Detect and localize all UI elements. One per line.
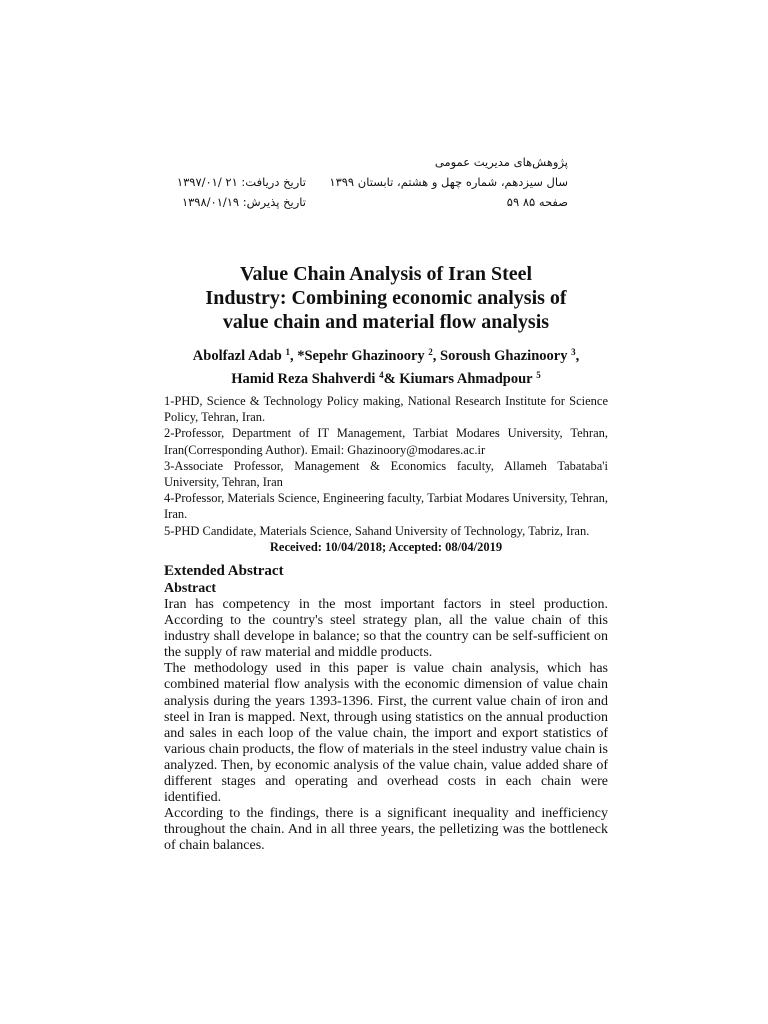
title-line: value chain and material flow analysis xyxy=(222,311,550,333)
author-name: & Kiumars Ahmadpour xyxy=(383,371,533,387)
affiliation-item: 4-Professor, Materials Science, Engineering faculty, Tarbiat Modares University, Tehran, Iran. xyxy=(164,491,608,522)
persian-dates-block xyxy=(176,172,306,212)
affiliation-item: 3-Associate Professor, Management & Economics faculty, Allameh Tabataba'i University, Tehran, Iran xyxy=(164,458,608,490)
author-list xyxy=(164,343,608,389)
extended-abstract xyxy=(164,562,608,855)
author-affil-marker: 4 xyxy=(379,370,384,380)
author-affil-marker: 5 xyxy=(536,370,541,380)
journal-info-persian xyxy=(329,152,568,212)
journal-issue: سال سیزدهم، شماره چهل و هشتم، تابستان ۱۳۹۹ xyxy=(329,175,568,189)
journal-name: پژوهش‌های مدیریت عمومی xyxy=(434,155,568,169)
paper-title xyxy=(164,262,608,334)
authors-line-2 xyxy=(164,366,608,389)
author-name: Abolfazl Adab xyxy=(192,348,282,364)
authors-line-1 xyxy=(164,343,608,366)
author-affil-marker: 3 xyxy=(571,347,576,357)
author-affil-marker: 1 xyxy=(285,347,290,357)
author-name: , *Sepehr Ghazinoory xyxy=(289,348,425,364)
abstract-paragraph: According to the findings, there is a significant inequality and inefficiency throughout the chain. And in all three years, the pelletizing was the bottleneck of chain balances. xyxy=(164,806,608,854)
journal-pages: صفحه ۸۵ ۵۹ xyxy=(506,195,568,209)
affiliations xyxy=(164,393,608,555)
title-line: Industry: Combining economic analysis of xyxy=(205,287,567,309)
abstract-heading: Abstract xyxy=(164,581,217,596)
author-affil-marker: 2 xyxy=(428,347,433,357)
abstract-paragraph: Iran has competency in the most important factors in steel production. According to the country's steel strategy plan, all the value chain of this industry shall develope in balance; so that the country can be self-sufficient on the supply of raw material and middle products. xyxy=(164,597,608,661)
abstract-paragraph: The methodology used in this paper is value chain analysis, which has combined material flow analysis with the economic dimension of value chain analysis during the years 1393-1396. First, the current value chain of iron and steel in Iran is mapped. Next, through using statistics on the annual production and sales in each loop of the value chain, the import and export statistics of various chain products, the flow of materials in the steel industry value chain is analyzed. Then, by economic analysis of the value chain, value added share of different stages and operating and overhead costs in each chain were identified. xyxy=(164,661,608,806)
accepted-date-persian: تاریخ پذیرش: ۱۳۹۸/۰۱/۱۹ xyxy=(181,195,306,209)
received-accepted-dates: Received: 10/04/2018; Accepted: 08/04/2019 xyxy=(269,539,503,554)
affiliation-item: 5-PHD Candidate, Materials Science, Sahand University of Technology, Tabriz, Iran. xyxy=(164,523,590,538)
author-name: Hamid Reza Shahverdi xyxy=(231,371,376,387)
affiliation-item: 2-Professor, Department of IT Management, Tarbiat Modares University, Tehran, Iran(Corresponding Author). Email: Ghazinoory@modares.ac.ir xyxy=(164,426,608,457)
title-line: Value Chain Analysis of Iran Steel xyxy=(239,263,533,285)
affiliation-item: 1-PHD, Science & Technology Policy making, National Research Institute for Science Policy, Tehran, Iran. xyxy=(164,394,608,425)
author-separator: , xyxy=(575,348,580,364)
extended-abstract-heading: Extended Abstract xyxy=(164,563,284,579)
received-date-persian: تاریخ دریافت: ۲۱ /۱۳۹۷/۰۱ xyxy=(176,175,306,189)
author-name: , Soroush Ghazinoory xyxy=(432,348,568,364)
